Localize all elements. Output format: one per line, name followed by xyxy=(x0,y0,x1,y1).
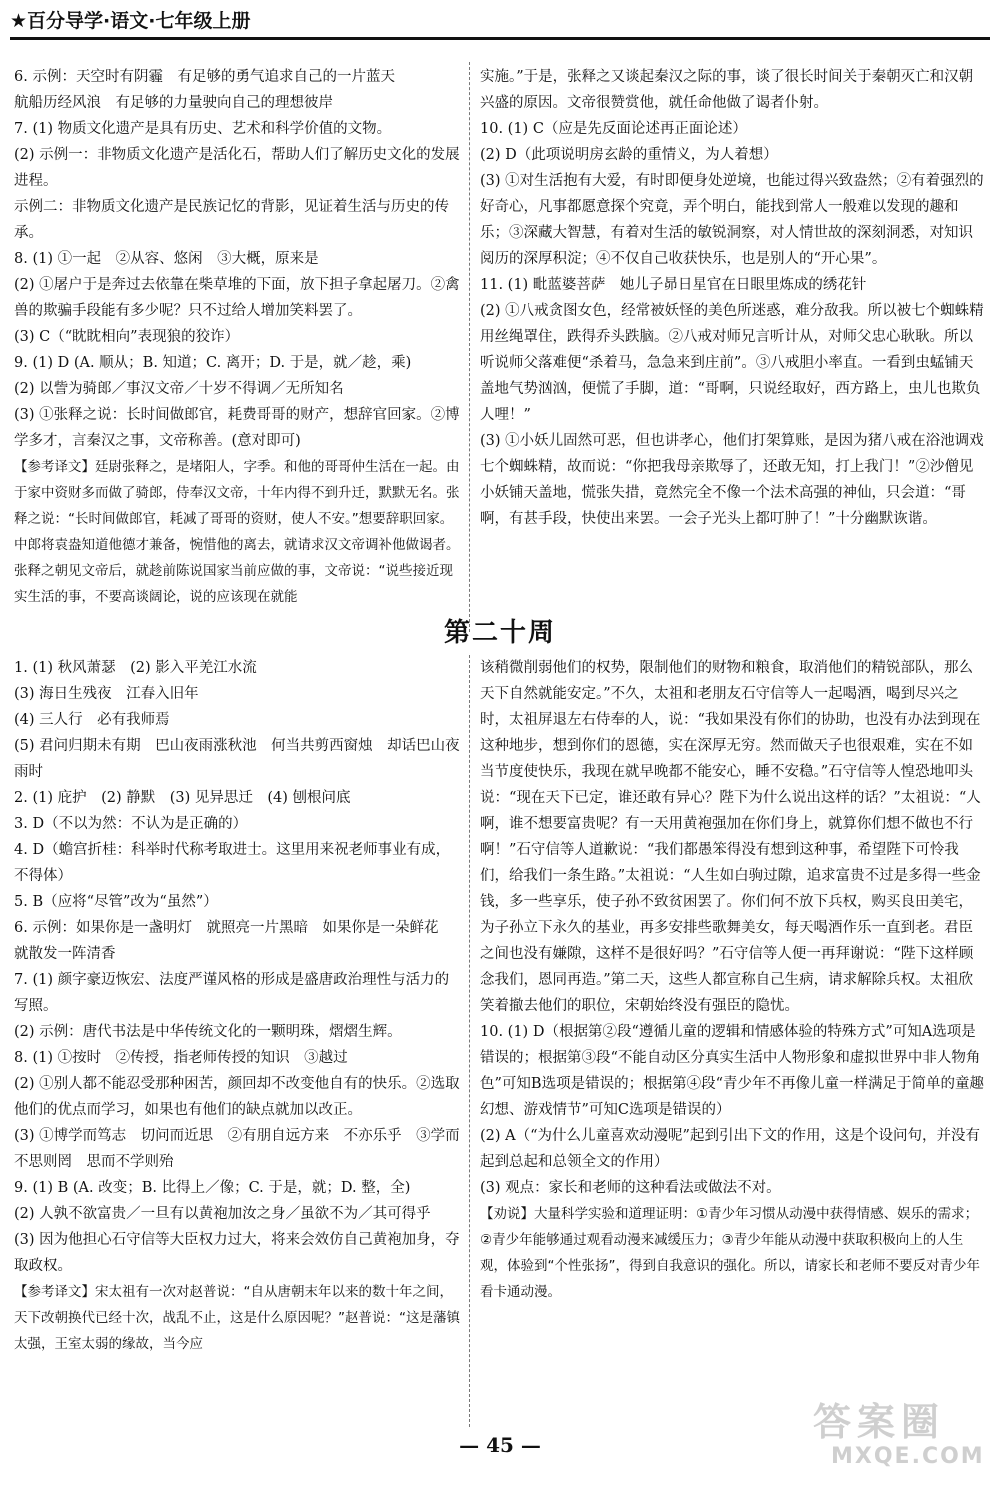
answer-item: (2) ①八戒贪图女色，经常被妖怪的美色所迷惑，难分敌我。所以被七个蜘蛛精用丝绳罩住，跌得乔头跌脑。②八戒对师兄言听计从，对师父忠心耿耿。所以听说师父落难便“杀着马，急急来到庄前”。③八戒胆小率直。一看到虫蜢铺天盖地气势汹汹，便慌了手脚，道：“哥啊，只说经取好，西方路上，虫儿也欺负人哩！” xyxy=(480,303,984,423)
answer-item: (5) 君问归期未有期 巴山夜雨涨秋池 何当共剪西窗烛 却话巴山夜雨时 xyxy=(14,738,460,780)
column-divider xyxy=(469,62,470,632)
answer-item: 示例二：非物质文化遗产是民族记忆的背影，见证着生活与历史的传承。 xyxy=(14,199,449,241)
answer-item: 7. (1) 颜字豪迈恢宏、法度严谨风格的形成是盛唐政治理性与活力的写照。 xyxy=(14,972,450,1014)
answer-item: 1. (1) 秋风萧瑟 (2) 影入平羌江水流 xyxy=(14,660,257,676)
answer-item: (3) ①小妖儿固然可恶，但也讲孝心，他们打架算账，是因为猪八戒在浴池调戏七个蜘蛛精，故而说：“你把我母亲欺辱了，还敢无知，打上我门！”②沙僧见小妖铺天盖地，慌张失措，竟然完全不像一个法术高强的神仙，只会道：“哥啊，有甚手段，快使出来罢。一会子光头上都叮肿了！”十分幽默诙谐。 xyxy=(480,433,984,527)
answer-item: 航船历经风浪 有足够的力量驶向自己的理想彼岸 xyxy=(14,95,333,111)
answer-item: 【参考译文】宋太祖有一次对赵普说：“自从唐朝末年以来的数十年之间，天下改朝换代已经十次，战乱不止，这是什么原因呢？”赵普说：“这是藩镇太强，王室太弱的缘故，当今应 xyxy=(14,1284,460,1352)
bottom-left-column xyxy=(14,655,460,1357)
answer-item: 9. (1) B (A. 改变；B. 比得上／像；C. 于是，就；D. 整，全) xyxy=(14,1180,411,1196)
watermark-url: MXQE.COM xyxy=(831,1444,985,1469)
answer-item: 10. (1) C（应是先反面论述再正面论述） xyxy=(480,121,747,137)
bottom-right-column xyxy=(480,655,985,1305)
answer-item: (2) ①屠户于是奔过去依靠在柴草堆的下面，放下担子拿起屠刀。②禽兽的欺骗手段能有多少呢？只不过给人增加笑料罢了。 xyxy=(14,277,460,319)
answer-item: (2) 以訾为骑郎／事汉文帝／十岁不得调／无所知名 xyxy=(14,381,344,397)
answer-item: 3. D（不以为然：不认为是正确的） xyxy=(14,816,248,832)
answer-item: 4. D（蟾宫折桂：科举时代称考取进士。这里用来祝老师事业有成，不得体） xyxy=(14,842,451,884)
top-right-column xyxy=(480,64,985,532)
answer-item: (2) 示例一：非物质文化遗产是活化石，帮助人们了解历史文化的发展进程。 xyxy=(14,147,460,189)
answer-item: 实施。”于是，张释之又谈起秦汉之际的事，谈了很长时间关于秦朝灭亡和汉朝兴盛的原因。文帝很赞赏他，就任命他做了谒者仆射。 xyxy=(480,69,974,111)
answer-item: 6. 示例：天空时有阴霾 有足够的勇气追求自己的一片蓝天 xyxy=(14,69,395,85)
answer-item: 6. 示例：如果你是一盏明灯 就照亮一片黑暗 如果你是一朵鲜花 就散发一阵清香 xyxy=(14,920,453,962)
answer-item: 8. (1) ①按时 ②传授，指老师传授的知识 ③越过 xyxy=(14,1050,348,1066)
watermark-logo xyxy=(813,1400,988,1480)
answer-item: (3) C（“眈眈相向”表现狼的狡诈） xyxy=(14,329,240,345)
answer-item: (2) ①别人都不能忍受那种困苦，颜回却不改变他自有的快乐。②选取他们的优点而学习，如果也有他们的缺点就加以改正。 xyxy=(14,1076,460,1118)
column-divider xyxy=(469,655,470,1427)
answer-item: (3) ①对生活抱有大爱，有时即便身处逆境，也能过得兴致盎然；②有着强烈的好奇心，凡事都愿意探个究竟，弄个明白，能找到常人一般难以发现的趣和乐；③深藏大智慧，有着对生活的敏锐洞察，对人情世故的深刻洞悉，对知识阅历的深厚积淀；④不仅自己收获快乐，也是别人的“开心果”。 xyxy=(480,173,984,267)
page-number: — 45 — xyxy=(459,1433,541,1457)
page-header: ★百分导学·语文·七年级上册 xyxy=(10,6,990,40)
answer-item: (2) 人孰不欲富贵／一旦有以黄袍加汝之身／虽欲不为／其可得乎 xyxy=(14,1206,431,1222)
answer-item: (4) 三人行 必有我师焉 xyxy=(14,712,170,728)
answer-item: (3) 观点：家长和老师的这种看法或做法不对。 xyxy=(480,1180,781,1196)
answer-item: 该稍微削弱他们的权势，限制他们的财物和粮食，取消他们的精锐部队，那么天下自然就能安定。”不久，太祖和老朋友石守信等人一起喝酒，喝到尽兴之时，太祖屏退左右侍奉的人，说：“我如果没有你们的协助，也没有办法到现在这种地步，想到你们的恩德，实在深厚无穷。然而做天子也很艰难，实在不如当节度使快乐，我现在就早晚都不能安心，睡不安稳。”石守信等人惶恐地叩头说：“现在天下已定，谁还敢有异心？陛下为什么说出这样的话？”太祖说：“人啊，谁不想要富贵呢？有一天用黄袍强加在你们身上，就算你们想不做也不行啊！”石守信等人道歉说：“我们都愚笨得没有想到这种事，希望陛下可怜我们，给我们一条生路。”太祖说：“人生如白驹过隙，追求富贵不过是多得一些金钱，多一些享乐，使子孙不致贫困罢了。你们何不放下兵权，购买良田美宅，为子孙立下永久的基业，再多安排些歌舞美女，每天喝酒作乐一直到老。君臣之间也没有嫌隙，这样不是很好吗？”石守信等人便一再拜谢说：“陛下这样顾念我们，恩同再造。”第二天，这些人都宣称自己生病，请求解除兵权。太祖欣笑着撤去他们的职位，宋朝始终没有强臣的隐忧。 xyxy=(480,660,981,1014)
answer-item: 10. (1) D（根据第②段“遵循儿童的逻辑和情感体验的特殊方式”可知A选项是错误的；根据第③段“不能自动区分真实生活中人物形象和虚拟世界中非人物角色”可知B选项是错误的；根据第④段“青少年不再像儿童一样满足于简单的童趣幻想、游戏情节”可知C选项是错误的） xyxy=(480,1024,984,1118)
answer-item: 2. (1) 庇护 (2) 静默 (3) 见异思迁 (4) 刨根问底 xyxy=(14,790,351,806)
top-left-column xyxy=(14,64,460,610)
section-title: 第二十周 xyxy=(443,618,556,648)
answer-item: 9. (1) D (A. 顺从；B. 知道；C. 离开；D. 于是，就／趁，乘) xyxy=(14,355,412,371)
answer-item: 8. (1) ①一起 ②从容、悠闲 ③大概，原来是 xyxy=(14,251,319,267)
answer-item: (3) 海日生残夜 江春入旧年 xyxy=(14,686,199,702)
answer-item: 【参考译文】廷尉张释之，是堵阳人，字季。和他的哥哥仲生活在一起。由于家中资财多而做了骑郎，侍奉汉文帝，十年内得不到升迁，默默无名。张释之说：“长时间做郎官，耗减了哥哥的资财，使人不安。”想要辞职回家。中郎将袁盎知道他德才兼备，惋惜他的离去，就请求汉文帝调补他做谒者。张释之朝见文帝后，就趁前陈说国家当前应做的事，文帝说：“说些接近现实生活的事，不要高谈阔论，说的应该现在就能 xyxy=(14,459,460,605)
answer-item: (2) A（“为什么儿童喜欢动漫呢”起到引出下文的作用，这是个设问句，并没有起到总起和总领全文的作用） xyxy=(480,1128,980,1170)
answer-item: (3) ①张释之说：长时间做郎官，耗费哥哥的财产，想辞官回家。②博学多才，言秦汉之事，文帝称善。(意对即可) xyxy=(14,407,460,449)
answer-item: 7. (1) 物质文化遗产是具有历史、艺术和科学价值的文物。 xyxy=(14,121,392,137)
watermark-text: 答案圈 xyxy=(813,1400,946,1444)
answer-item: (3) ①博学而笃志 切问而近思 ②有朋自远方来 不亦乐乎 ③学而不思则罔 思而不学则殆 xyxy=(14,1128,460,1170)
answer-item: (2) D（此项说明房玄龄的重情义，为人着想） xyxy=(480,147,778,163)
answer-item: (3) 因为他担心石守信等大臣权力过大，将来会效仿自己黄袍加身，夺取政权。 xyxy=(14,1232,460,1274)
answer-item: (2) 示例：唐代书法是中华传统文化的一颗明珠，熠熠生辉。 xyxy=(14,1024,402,1040)
answer-item: 【劝说】大量科学实验和道理证明：①青少年习惯从动漫中获得情感、娱乐的需求；②青少年能够通过观看动漫来减缓压力；③青少年能从动漫中获取积极向上的人生观，体验到“个性张扬”，得到自我意识的强化。所以，请家长和老师不要反对青少年看卡通动漫。 xyxy=(480,1206,980,1300)
answer-item: 11. (1) 毗蓝婆菩萨 她儿子昴日星官在日眼里炼成的绣花针 xyxy=(480,277,867,293)
answer-item: 5. B（应将“尽管”改为“虽然”） xyxy=(14,894,218,910)
